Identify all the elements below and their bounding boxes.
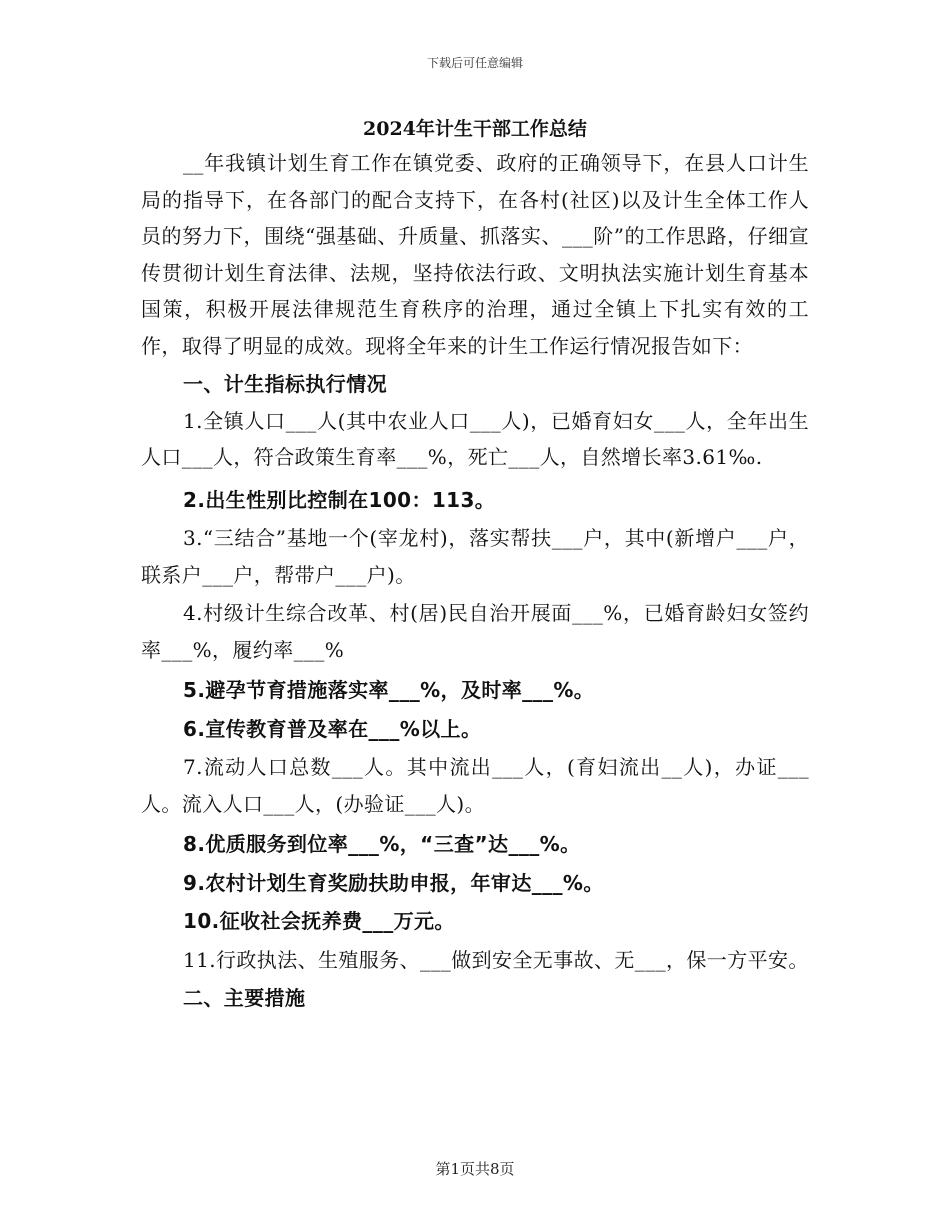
item-4: 4.村级计生综合改革、村(居)民自治开展面___%，已婚育龄妇女签约率___%，履约率___% — [141, 601, 809, 662]
page-footer: 第1页共8页 — [435, 1160, 515, 1178]
item-7: 7.流动人口总数___人。其中流出___人，(育妇流出__人)，办证___人。流入人口___人，(办验证___人)。 — [141, 755, 809, 816]
item-8: 8.优质服务到位率___%，“三查”达___%。 — [183, 832, 581, 856]
section-heading-1: 一、计生指标执行情况 — [183, 372, 387, 396]
item-2: 2.出生性别比控制在100：113。 — [183, 487, 496, 512]
item-3: 3.“三结合”基地一个(宰龙村)，落实帮扶___户，其中(新增户___户，联系户___户，帮带户___户)。 — [141, 526, 809, 587]
item-10: 10.征收社会抚养费___万元。 — [183, 909, 455, 933]
document-body — [141, 145, 809, 1017]
item-9: 9.农村计划生育奖励扶助申报，年审达___%。 — [183, 870, 604, 895]
section-heading-2: 二、主要措施 — [183, 986, 306, 1010]
page-header: 下载后可任意编辑 — [426, 56, 523, 70]
item-6: 6.宣传教育普及率在___%以上。 — [183, 716, 482, 741]
item-1: 1.全镇人口___人(其中农业人口___人)，已婚育妇女___人，全年出生人口___人，符合政策生育率___%，死亡___人，自然增长率3.61‰. — [141, 408, 809, 469]
document-title: 2024年计生干部工作总结 — [363, 118, 587, 140]
item-11: 11.行政执法、生殖服务、___做到安全无事故、无___，保一方平安。 — [183, 947, 809, 972]
intro-paragraph: __年我镇计划生育工作在镇党委、政府的正确领导下，在县人口计生局的指导下，在各部门的配合支持下，在各村(社区)以及计生全体工作人员的努力下，围绕“强基础、升质量、抓落实、___阶”的工作思路，仔细宣传贯彻计划生育法律、法规，坚持依法行政、文明执法实施计划生育基本国策，积极开展法律规范生育秩序的治理，通过全镇上下扎实有效的工作，取得了明显的成效。现将全年来的计生工作运行情况报告如下： — [141, 151, 809, 358]
item-5: 5.避孕节育措施落实率___%，及时率___%。 — [183, 678, 595, 702]
